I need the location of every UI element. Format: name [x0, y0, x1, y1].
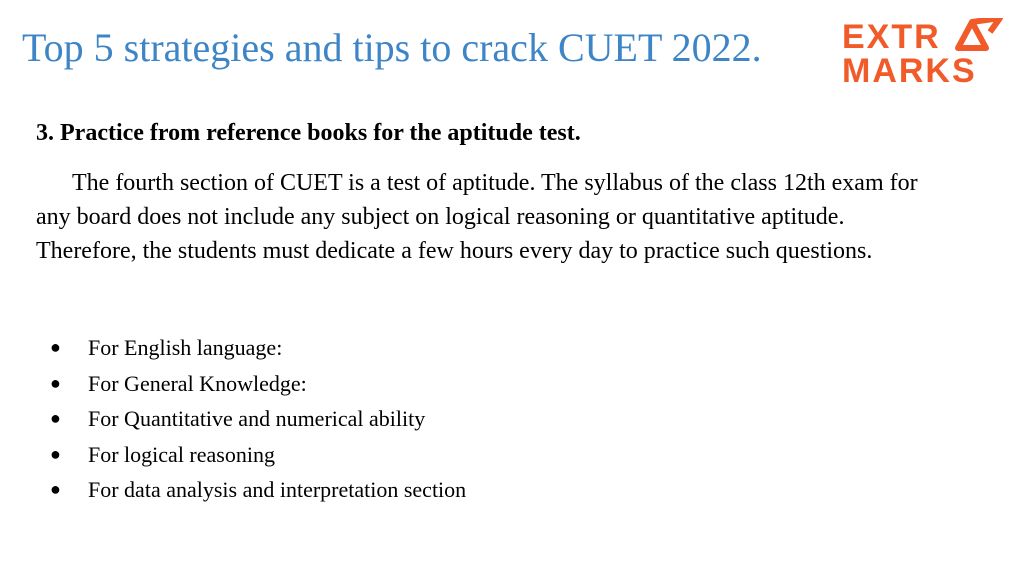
bullet-list — [36, 330, 466, 508]
bullet-dot-icon: ● — [50, 337, 61, 357]
list-item: ● For General Knowledge: — [36, 366, 466, 402]
logo-line-1: EXTR — [842, 18, 941, 56]
extramarks-logo — [840, 18, 1010, 86]
slide-title: Top 5 strategies and tips to crack CUET 2022. — [22, 25, 762, 70]
list-item: ● For Quantitative and numerical ability — [36, 401, 466, 437]
logo-line-2: MARKS — [842, 52, 977, 86]
list-item: ● For data analysis and interpretation section — [36, 472, 466, 508]
bullet-dot-icon: ● — [50, 443, 61, 464]
bullet-dot-icon: ● — [50, 372, 61, 393]
list-item: ● For English language: — [36, 330, 466, 366]
list-item: ● For logical reasoning — [36, 437, 466, 473]
bullet-dot-icon: ● — [50, 408, 61, 428]
logo-arrow-icon — [958, 18, 1000, 48]
body-paragraph: The fourth section of CUET is a test of aptitude. The syllabus of the class 12th exam for any board does not include any subject on logical reasoning or quantitative aptitude. Therefore, the students must dedicate a few hours every day to practice such questions. — [36, 170, 918, 264]
bullet-dot-icon: ● — [50, 479, 61, 499]
section-heading: 3. Practice from reference books for the aptitude test. — [36, 120, 581, 146]
